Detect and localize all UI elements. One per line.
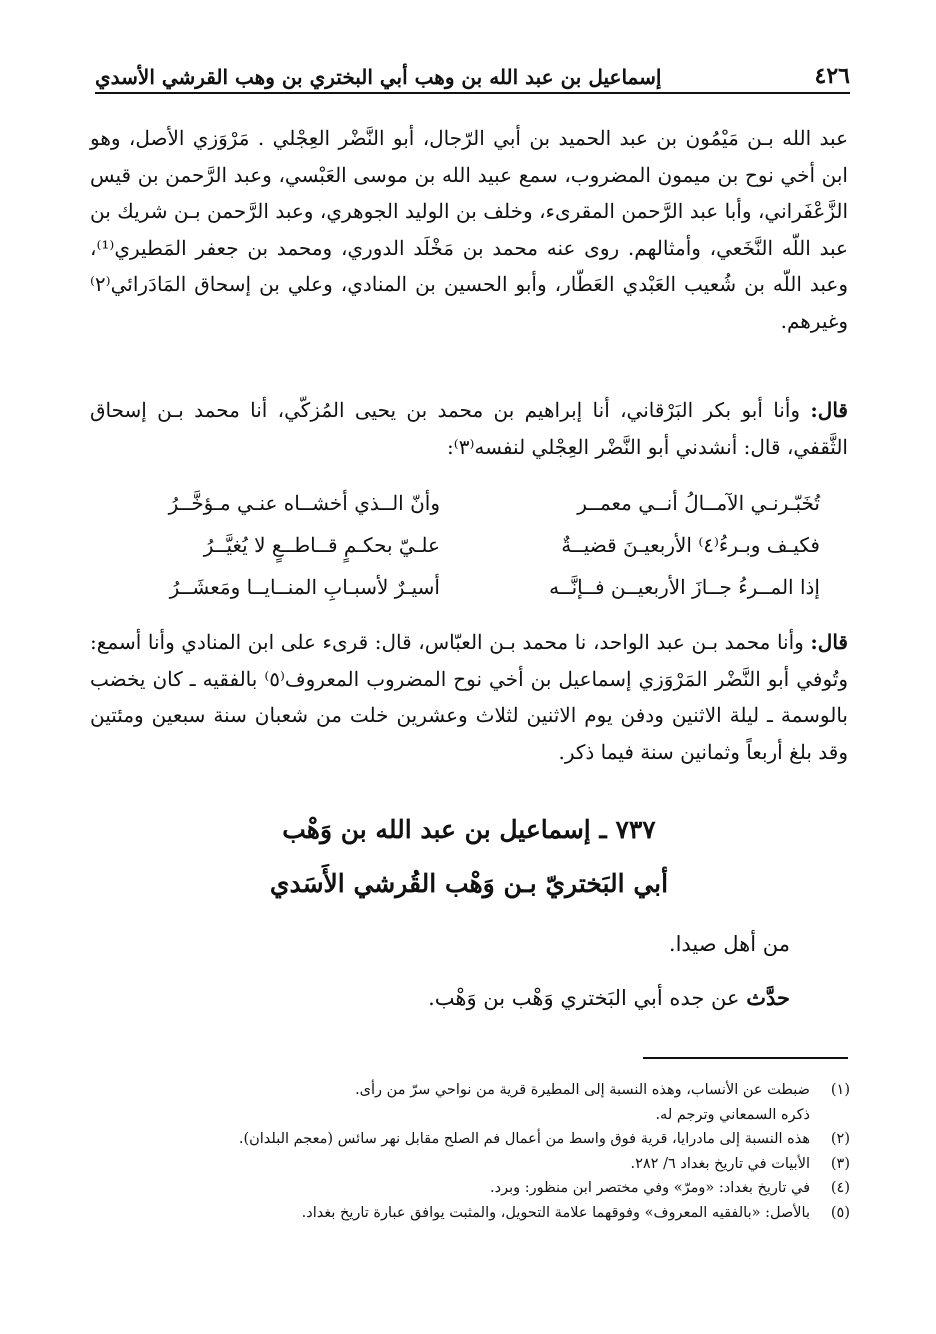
footnote-number: (٥) bbox=[830, 1204, 850, 1221]
poem-verse bbox=[110, 524, 820, 566]
footnote-text: في تاريخ بغداد: «ومرّ» وفي مختصر ابن منظور: وبرد. bbox=[490, 1180, 810, 1196]
narration-line-text: عن جده أبي البَختري وَهْب بن وَهْب. bbox=[428, 986, 747, 1010]
footnote bbox=[160, 1176, 850, 1201]
poem bbox=[110, 482, 820, 608]
footnote-text: الأبيات في تاريخ بغداد ٦/ ٢٨٢. bbox=[630, 1155, 810, 1172]
verse-first-hemistich: تُخَبّـرنـي الآمــالُ أنــي معمــر bbox=[577, 491, 820, 515]
origin-line: من أهل صيدا. bbox=[668, 932, 790, 956]
footnote-number: (٢) bbox=[830, 1131, 850, 1147]
footnote bbox=[160, 1127, 850, 1152]
footnote-text: بالأصل: «بالفقيه المعروف» وفوقهما علامة التحويل، والمثبت يوافق عبارة تاريخ بغداد. bbox=[301, 1204, 810, 1221]
running-title: إسماعيل بن عبد الله بن وهب أبي البختري بن وهب القرشي الأسدي bbox=[95, 65, 662, 89]
verse-second-hemistich: علـيّ بحكـمٍ قــاطــعٍ لا يُغيَّــرُ bbox=[203, 533, 440, 557]
death-report-paragraph bbox=[90, 624, 848, 770]
narration-paragraph bbox=[90, 392, 848, 465]
footnote-text: هذه النسبة إلى مادرايا، قرية فوق واسط من أعمال فم الصلح مقابل نهر سائس (معجم البلدان). bbox=[238, 1131, 810, 1147]
footnotes bbox=[160, 1078, 850, 1225]
footnote-text: ضبطت عن الأنساب، وهذه النسبة إلى المطيرة قرية من نواحي سرّ من رأى. bbox=[355, 1082, 810, 1098]
footnote-number: (١) bbox=[830, 1082, 850, 1098]
entry-title-line-1: ٧٣٧ ـ إسماعيل بن عبد الله بن وَهْب bbox=[282, 815, 656, 844]
verse-first-hemistich: فكيـف وبـرءُ⁽٤⁾ الأربعيـنَ قضيــةٌ bbox=[561, 533, 820, 557]
death-report-lead: قال: bbox=[810, 630, 848, 654]
narration-line bbox=[90, 980, 790, 1016]
footnote bbox=[160, 1152, 850, 1177]
footnote-text: ذكره السمعاني وترجم له. bbox=[655, 1106, 810, 1123]
poem-verse bbox=[110, 566, 820, 608]
verse-second-hemistich: أسيـرٌ لأسبـابِ المنــايــا ومَعشَــرُ bbox=[169, 575, 440, 599]
footnote-number: (٣) bbox=[830, 1155, 850, 1172]
entry-title-line-2: أبي البَختريّ بـن وَهْب القُرشي الأَسَدي bbox=[269, 869, 669, 898]
footnote bbox=[160, 1201, 850, 1226]
footnote bbox=[160, 1078, 850, 1103]
footnote-divider bbox=[643, 1057, 848, 1059]
death-report-text: وأنا محمد بـن عبد الواحد، نا محمد بـن العبّاس، قال: قرىء على ابن المنادي وأنا أسمع: وتُوفي أبو النَّضْر المَرْوَزي إسماعيل بن أخي نوح المضروب المعروف⁽٥⁾ بالفقيه ـ كان يخضب بالوسمة ـ ليلة الاثنين ودفن يوم الاثنين لثلاث وعشرين خلت من شعبان سنة سبعين ومئتين وقد بلغ أربعاً وثمانين سنة فيما ذكر. bbox=[90, 630, 848, 764]
biography-paragraph: عبد الله بـن مَيْمُون بن عبد الحميد بن أبي الرّجال، أبو النَّضْر العِجْلي . مَرْوَزي الأصل، وهو ابن أخي نوح بن ميمون المضروب، سمع عبيد الله بن موسى العَبْسي، وعبد الرَّحمن بن قيس الزَّعْفَراني، وأبا عبد الرَّحمن المقرىء، وخلف بن الوليد الجوهري، وعبد الرَّحمن بـن شريك بن عبد اللّه النَّخَعي، وأمثالهم. روى عنه محمد بن مَخْلَد الدوري، ومحمد بن جعفر المَطيري⁽¹⁾، وعبد اللّه بن شُعيب العَبْدي العَطّار، وأبو الحسين بن المنادي، وعلي بن إسحاق المَادَرائي⁽٢⁾ وغيرهم. bbox=[90, 126, 848, 333]
narration-text: وأنا أبو بكر البَرْقاني، أنا إبراهيم بن محمد بن يحيى المُزكّي، أنا محمد بـن إسحاق الثَّقفي، قال: أنشدني أبو النَّضْر العِجْلي لنفسه⁽٣⁾: bbox=[90, 398, 848, 459]
poem-verse bbox=[110, 482, 820, 524]
footnote-number: (٤) bbox=[830, 1180, 850, 1196]
verse-second-hemistich: وأنّ الــذي أخشــاه عنـي مـؤخَّــرُ bbox=[168, 491, 440, 515]
footnote-continuation bbox=[160, 1103, 850, 1128]
narration-lead: قال: bbox=[810, 398, 848, 422]
page-number: ٤٢٦ bbox=[814, 63, 850, 89]
narration-line-lead: حدَّث bbox=[746, 985, 790, 1010]
verse-first-hemistich: إذا المــرءُ جــازَ الأربعيــن فــإنَّــه bbox=[549, 575, 820, 599]
page-header bbox=[95, 58, 850, 94]
